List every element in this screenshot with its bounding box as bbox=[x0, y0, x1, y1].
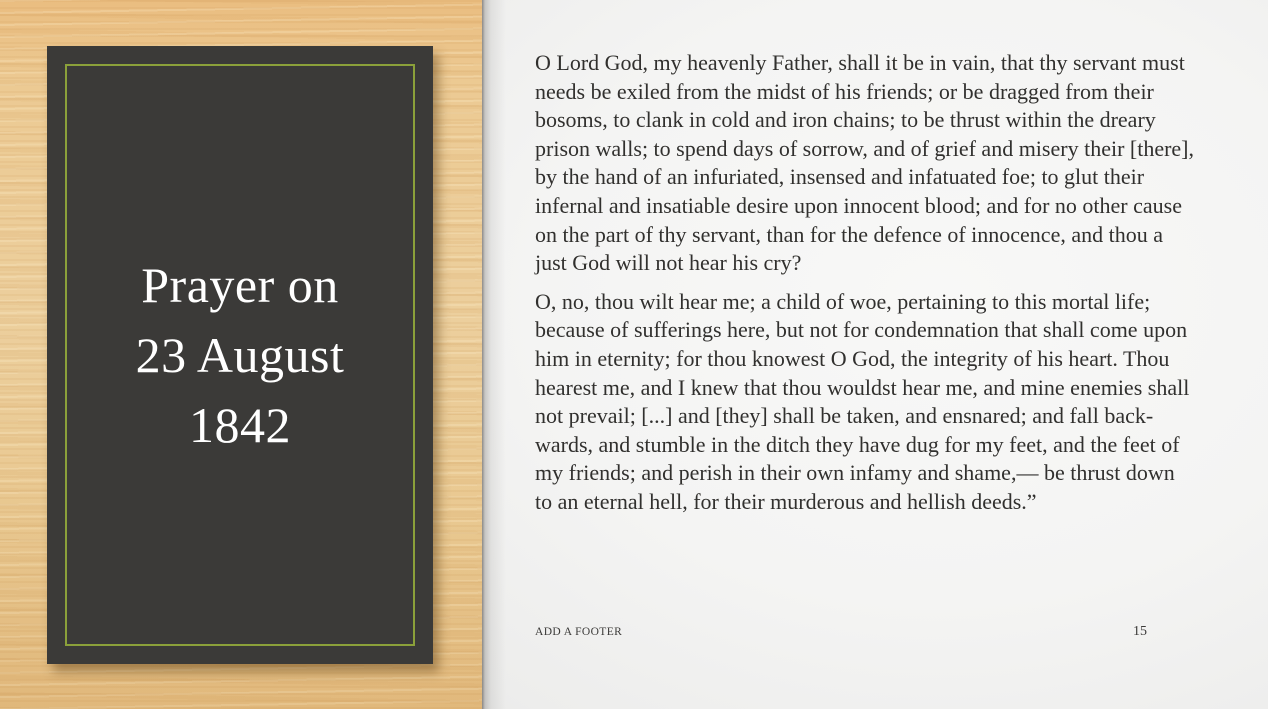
title-text-box[interactable] bbox=[136, 250, 345, 460]
page-edge-shadow bbox=[482, 0, 506, 709]
title-line: 1842 bbox=[188, 397, 291, 453]
slide-footer bbox=[535, 624, 1147, 640]
body-paragraph: O Lord God, my heavenly Father, shall it be in vain, that thy servant must needs be exiled from the midst of his friends; or be dragged from their bosoms, to clank in cold and iron chains; to be thrust within the dreary prison walls; to spend days of sorrow, and of grief and misery their [there], by the hand of an infuriated, insensed and infatuated foe; to glut their infernal and insatiable desire upon innocent blood; and for no other cause on the part of thy servant, than for the defence of innocence, and thou a just God will not hear his cry? bbox=[535, 50, 1195, 276]
paper-content-panel bbox=[482, 0, 1268, 709]
page-number[interactable]: 15 bbox=[1133, 624, 1147, 639]
title-line: Prayer on bbox=[141, 257, 339, 313]
title-panel bbox=[47, 46, 433, 664]
body-text-box[interactable] bbox=[535, 49, 1195, 527]
footer-placeholder[interactable]: ADD A FOOTER bbox=[535, 626, 623, 638]
body-paragraph: O, no, thou wilt hear me; a child of woe, pertaining to this mortal life; because of sufferings here, but not for condemnation that shall come upon him in eternity; for thou knowest O God, the integrity of his heart. Thou hearest me, and I knew that thou wouldst hear me, and mine enemies shall not prevail; [...] and [they] shall be taken, and ensnared; and fall back-wards, and stumble in the ditch they have dug for my feet, and the feet of my friends; and perish in their own infamy and shame,— be thrust down to an eternal hell, for their murderous and hellish deeds.” bbox=[535, 288, 1190, 514]
title-line: 23 August bbox=[135, 327, 345, 383]
